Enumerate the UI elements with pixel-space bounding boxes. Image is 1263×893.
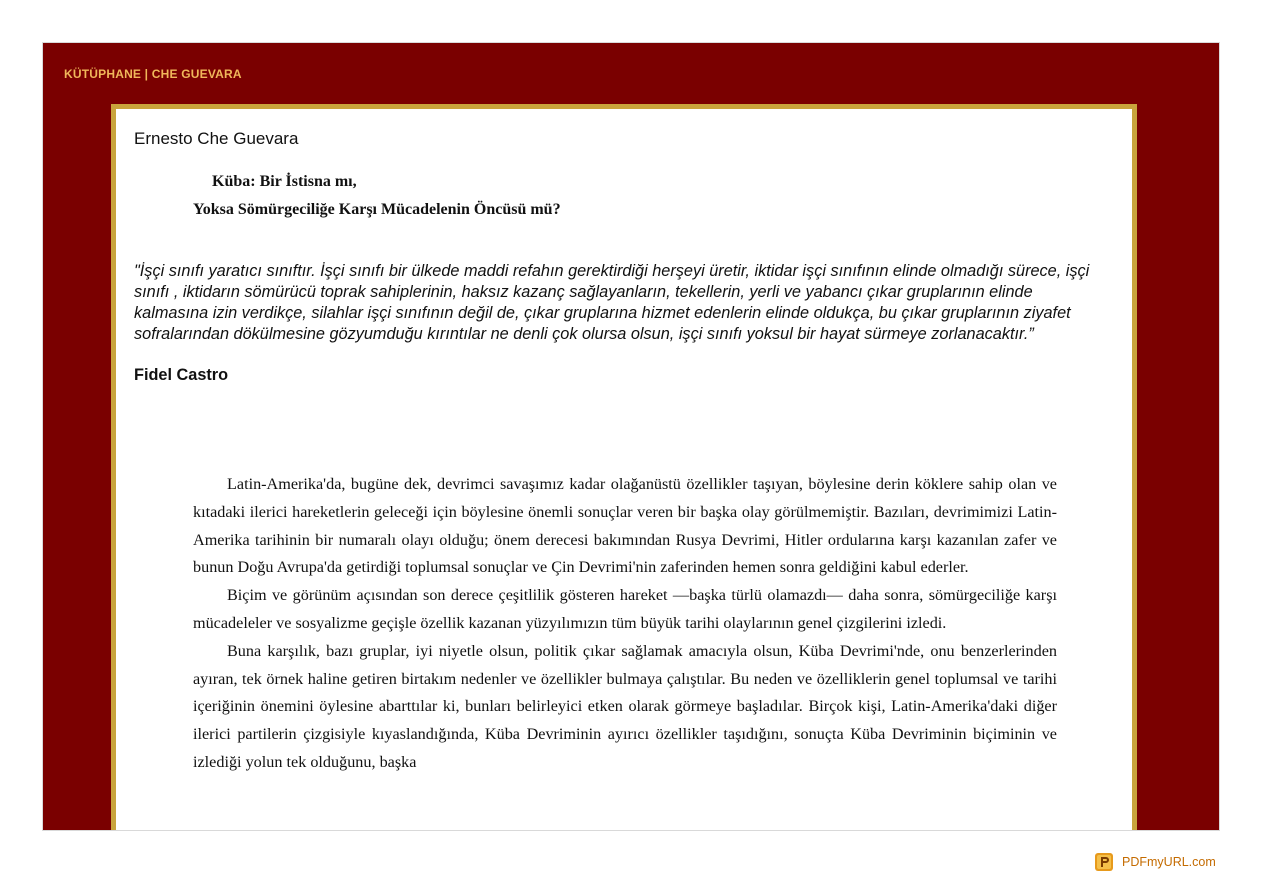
epigraph-author: Fidel Castro [134, 366, 229, 384]
site-title[interactable]: KÜTÜPHANE | CHE GUEVARA [64, 67, 242, 81]
epigraph-quote: "İşçi sınıfı yaratıcı sınıftır. İşçi sınıfı bir ülkede maddi refahın gerektirdiği herşeyi üretir, iktidar işçi sınıfının elinde olmadığı sürece, işçi sınıfı , iktidarın sömürücü toprak sahiplerinin, haksız kazanç sağlayanların, tekellerin, yerli ve yabancı çıkar gruplarının elinde kalmasına izin verdikçe, silahlar işçi sınıfının değil de, çıkar gruplarına hizmet edenlerin elinde oldukça, bu çıkar gruplarının ziyafet sofralarından dökülmesine gözyumduğu kırıntılar ne denli çok olursa olsun, işçi sınıfı yoksul bir hayat sürmeye zorlanacaktır.” [134, 262, 1090, 343]
article-paragraph: Latin-Amerika'da, bugüne dek, devrimci savaşımız kadar olağanüstü özellikler taşıyan, böylesine derin köklere sahip olan ve kıtadaki ilerici hareketlerin geleceği için böylesine önemli sonuçlar veren bir başka olay görülmemiştir. Bazıları, devrimimizi Latin-Amerika tarihinin bir numaralı olayı olduğu; önem derecesi bakımından Rusya Devrimi, Hitler ordularına karşı kazanılan zafer ve bunun Doğu Avrupa'da getirdiği toplumsal sonuçlar ve Çin Devrimi'nin zaferinden hemen sonra geldiğini kabul ederler. [193, 475, 1057, 577]
article-body [193, 471, 1057, 777]
document-title-line-2: Yoksa Sömürgeciliğe Karşı Mücadelenin Öncüsü mü? [193, 201, 561, 218]
author-name: Ernesto Che Guevara [134, 129, 299, 148]
pdfmyurl-badge[interactable] [1095, 853, 1216, 871]
page-frame [42, 42, 1220, 831]
document-title-line-1: Küba: Bir İstisna mı, [212, 173, 357, 190]
article-paragraph: Buna karşılık, bazı gruplar, iyi niyetle olsun, politik çıkar sağlamak amacıyla olsun, Küba Devrimi'nde, onu benzerlerinden ayıran, tek örnek haline getiren birtakım nedenler ve özellikler bulmaya çalıştılar. Bu neden ve özelliklerin genel toplumsal ve tarihi içeriğinin önemini öylesine abarttılar ki, bunları belirleyici etken olarak görmeye başladılar. Birçok kişi, Latin-Amerika'daki diğer ilerici partilerin çizgisiyle kıyaslandığında, Küba Devriminin ayırıcı özellikler taşıdığını, sonuçta Küba Devriminin biçiminin ve izlediği yolun tek olduğunu, başka [193, 641, 1057, 771]
pdf-icon [1095, 853, 1113, 871]
content-box [111, 104, 1137, 831]
article-paragraph: Biçim ve görünüm açısından son derece çeşitlilik gösteren hareket —başka türlü olamazdı— daha sonra, sömürgeciliğe karşı mücadeleler ve sosyalizme geçişle özellik kazanan yüzyılımızın tüm büyük tarihi olaylarının genel çizgilerini izledi. [193, 586, 1057, 632]
pdfmyurl-link[interactable]: PDFmyURL.com [1122, 855, 1216, 869]
